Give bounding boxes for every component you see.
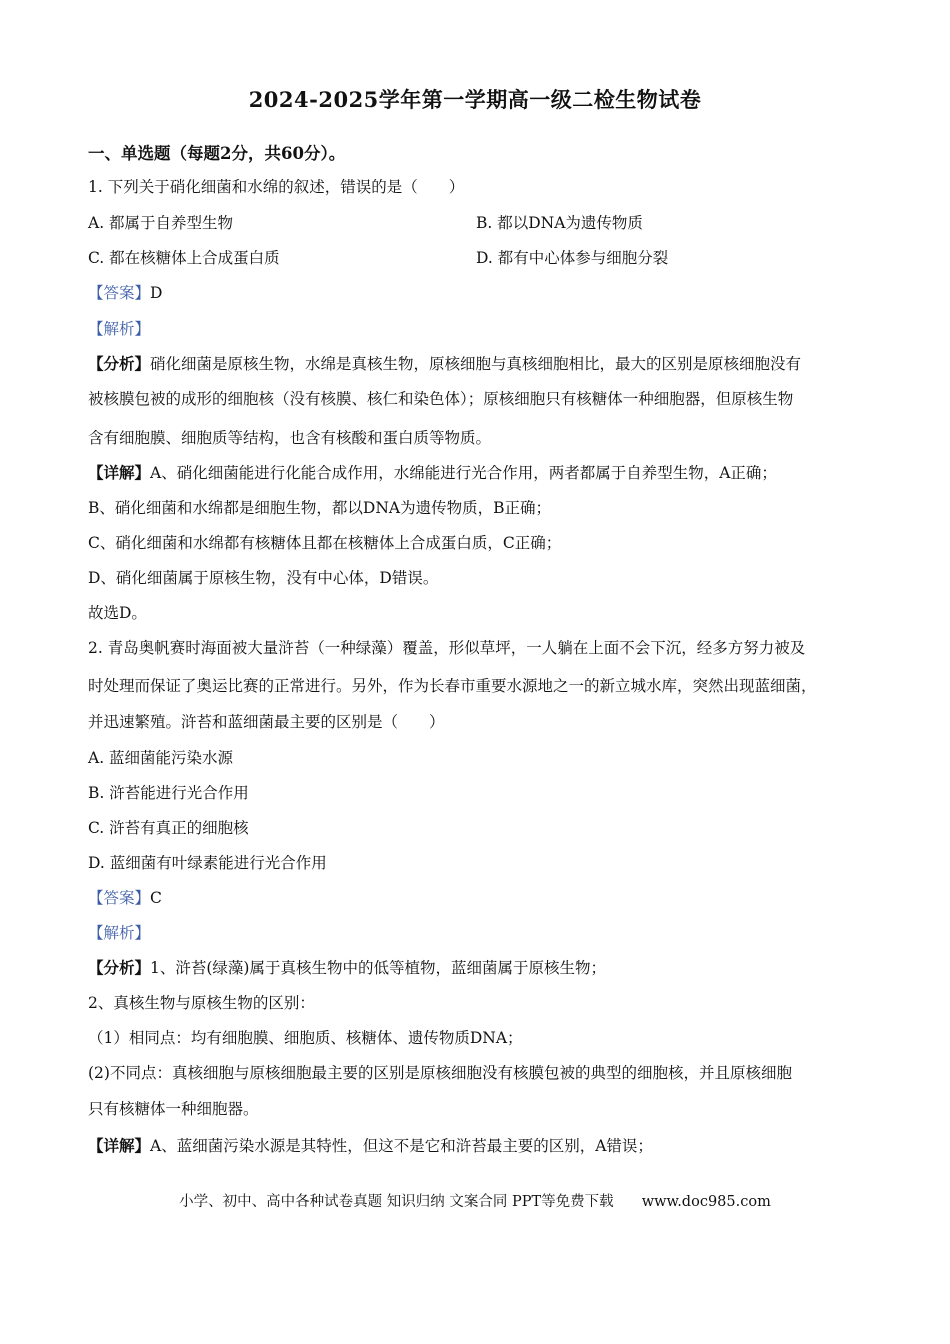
q2-fenxi-1: [88, 957, 606, 979]
q2-stem-1: 2. 青岛奥帆赛时海面被大量浒苔（一种绿藻）覆盖，形似草坪，一人躺在上面不会下沉，经多方努力被及: [88, 639, 806, 657]
q2-fenxi-3: （1）相同点：均有细胞膜、细胞质、核糖体、遗传物质DNA；: [88, 1029, 523, 1047]
xiangjie-text: A、硝化细菌能进行化能合成作用，水绵能进行光合作用，两者都属于自养型生物，A正确；: [150, 464, 777, 482]
answer-tag: 【答案】: [88, 284, 151, 302]
q2-option-c: C. 浒苔有真正的细胞核: [88, 819, 249, 837]
q1-fenxi-2: 被核膜包被的成形的细胞核（没有核膜、核仁和染色体）；原核细胞只有核糖体一种细胞器，但原核生物: [88, 390, 794, 408]
q2-jiexi: [88, 922, 150, 944]
q1-fenxi-3: 含有细胞膜、细胞质等结构，也含有核酸和蛋白质等物质。: [88, 429, 492, 447]
q1-xiangjie-b: B、硝化细菌和水绵都是细胞生物，都以DNA为遗传物质，B正确；: [88, 499, 551, 517]
jiexi-tag: 【解析】: [88, 924, 151, 942]
answer-tag: 【答案】: [88, 889, 151, 907]
page-title: 2024-2025学年第一学期高一级二检生物试卷: [248, 87, 702, 112]
page-footer: [0, 1190, 950, 1211]
fenxi-tag: 【分析】: [88, 354, 151, 373]
q2-fenxi-5: 只有核糖体一种细胞器。: [88, 1100, 259, 1118]
xiangjie-text: A、蓝细菌污染水源是其特性，但这不是它和浒苔最主要的区别，A错误；: [150, 1137, 653, 1155]
fenxi-tag: 【分析】: [88, 958, 151, 977]
q1-jiexi: [88, 318, 150, 340]
q1-option-c: C. 都在核糖体上合成蛋白质: [88, 249, 280, 267]
q1-xiangjie-c: C、硝化细菌和水绵都有核糖体且都在核糖体上合成蛋白质，C正确；: [88, 534, 562, 552]
q2-option-d: D. 蓝细菌有叶绿素能进行光合作用: [88, 854, 327, 872]
xiangjie-tag: 【详解】: [88, 463, 151, 482]
q2-stem-2: 时处理而保证了奥运比赛的正常进行。另外，作为长春市重要水源地之一的新立城水库，突然出现蓝细菌，: [88, 677, 817, 695]
q1-conclusion: 故选D。: [88, 604, 147, 622]
q1-option-d: D. 都有中心体参与细胞分裂: [476, 249, 669, 267]
q1-fenxi-1: [88, 353, 801, 375]
footer-text: 小学、初中、高中各种试卷真题 知识归纳 文案合同 PPT等免费下载: [179, 1194, 614, 1210]
footer-url[interactable]: www.doc985.com: [641, 1194, 771, 1210]
jiexi-tag: 【解析】: [88, 320, 151, 338]
section-heading: 一、单选题（每题2分，共60分）。: [88, 144, 346, 163]
q1-xiangjie-a: [88, 462, 777, 484]
answer-value: D: [150, 284, 163, 302]
q2-fenxi-4: (2)不同点：真核细胞与原核细胞最主要的区别是原核细胞没有核膜包被的典型的细胞核，并且原核细胞: [88, 1064, 792, 1082]
q1-xiangjie-d: D、硝化细菌属于原核生物，没有中心体，D错误。: [88, 569, 439, 587]
q2-stem-3: 并迅速繁殖。浒苔和蓝细菌最主要的区别是（ ）: [88, 713, 445, 731]
q1-stem: 1. 下列关于硝化细菌和水绵的叙述，错误的是（ ）: [88, 178, 465, 196]
answer-value: C: [150, 889, 162, 907]
xiangjie-tag: 【详解】: [88, 1136, 151, 1155]
q2-xiangjie-a: [88, 1135, 653, 1157]
q1-option-a: A. 都属于自养型生物: [88, 214, 234, 232]
q2-answer: [88, 887, 162, 909]
q2-fenxi-2: 2、真核生物与原核生物的区别：: [88, 994, 315, 1012]
q2-option-b: B. 浒苔能进行光合作用: [88, 784, 249, 802]
q2-option-a: A. 蓝细菌能污染水源: [88, 749, 234, 767]
fenxi-text: 硝化细菌是原核生物，水绵是真核生物，原核细胞与真核细胞相比，最大的区别是原核细胞没有: [150, 355, 802, 373]
q1-answer: [88, 282, 162, 304]
fenxi-text: 1、浒苔(绿藻)属于真核生物中的低等植物，蓝细菌属于原核生物；: [150, 959, 606, 977]
q1-option-b: B. 都以DNA为遗传物质: [476, 214, 643, 232]
